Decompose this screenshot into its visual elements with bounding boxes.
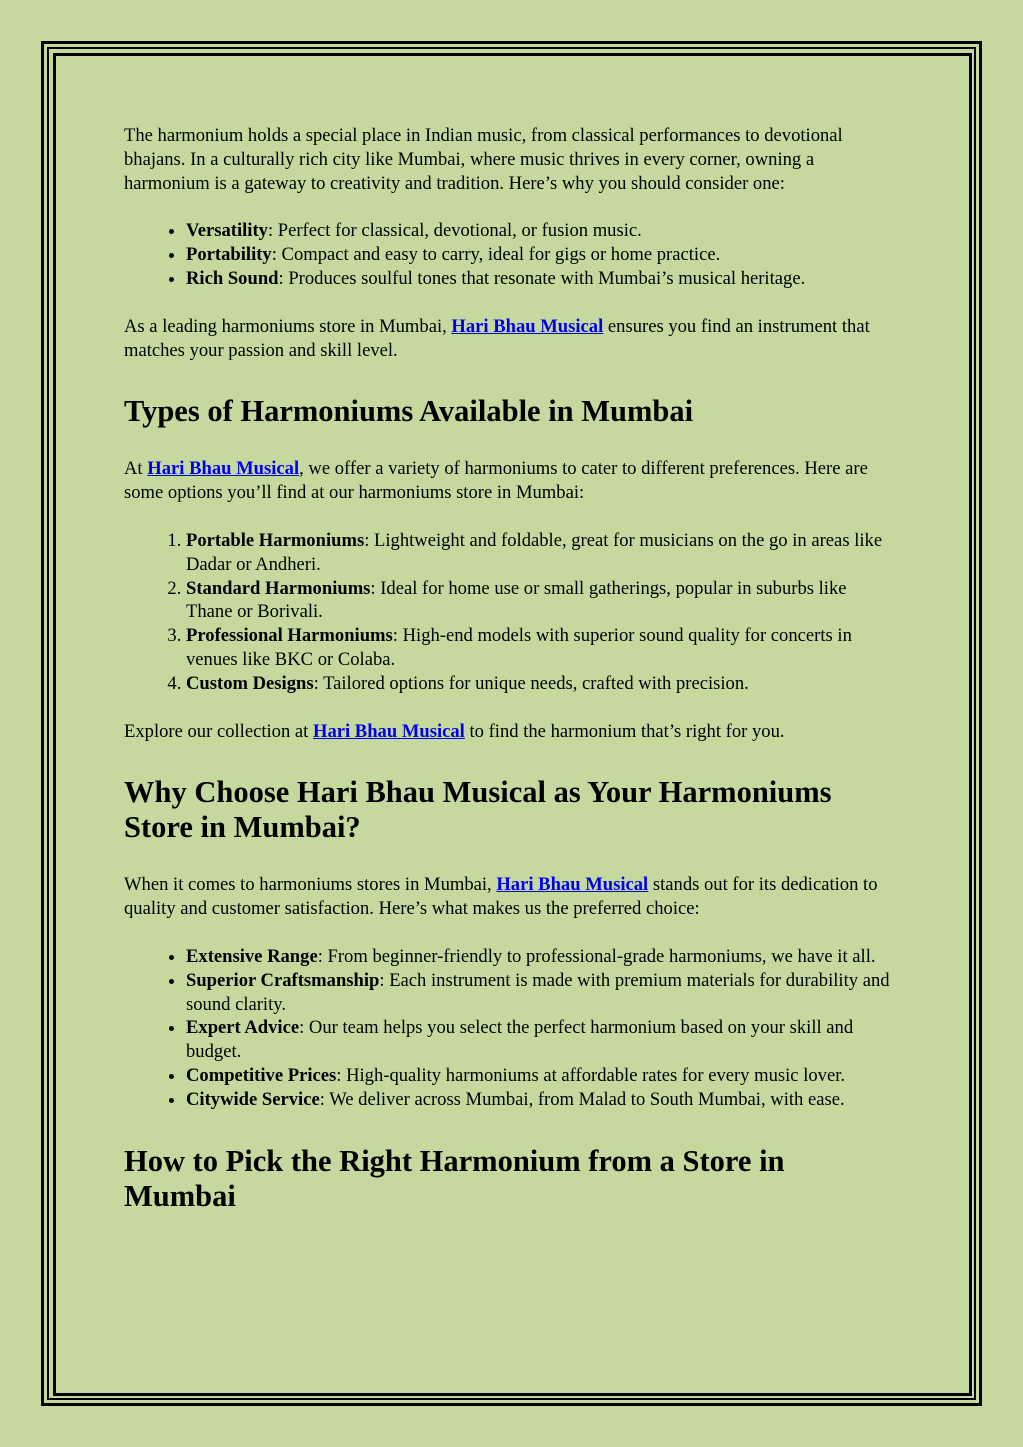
explore-paragraph: [124, 720, 896, 744]
types-paragraph: [124, 457, 896, 505]
list-item: [186, 243, 896, 267]
item-term: Custom Designs: [186, 672, 314, 694]
bullet-text: : Produces soulful tones that resonate with Mumbai’s musical heritage.: [278, 267, 806, 289]
intro-bullet-list: [124, 219, 896, 290]
list-item: [186, 577, 896, 625]
item-term: Professional Harmoniums: [186, 625, 393, 647]
types-text: At: [124, 458, 148, 480]
bullet-term: Competitive Prices: [186, 1064, 337, 1086]
item-term: Portable Harmoniums: [186, 529, 365, 551]
hari-bhau-musical-link[interactable]: Hari Bhau Musical: [496, 874, 649, 896]
list-item: [186, 624, 896, 672]
intro-closing-paragraph: [124, 315, 896, 363]
why-bullet-list: [124, 945, 896, 1112]
item-text: : Tailored options for unique needs, crafted with precision.: [313, 672, 749, 694]
item-text: : Ideal for home use or small gatherings, popular in suburbs like Thane or Borivali.: [186, 577, 847, 623]
list-item: [186, 529, 896, 577]
hari-bhau-musical-link[interactable]: Hari Bhau Musical: [312, 720, 465, 742]
types-text-end: , we offer a variety of harmoniums to cater to different preferences. Here are some options you’ll find at our harmoniums store in Mumbai:: [124, 458, 868, 504]
list-item: [186, 1088, 896, 1112]
hari-bhau-musical-link[interactable]: Hari Bhau Musical: [451, 315, 604, 337]
bullet-term: Versatility: [186, 220, 268, 242]
section-heading-pick: How to Pick the Right Harmonium from a Store in Mumbai: [124, 1143, 785, 1213]
intro-closing-text-end: ensures you find an instrument that matches your passion and skill level.: [124, 315, 870, 361]
why-text-end: stands out for its dedication to quality and customer satisfaction. Here’s what makes us the preferred choice:: [124, 874, 878, 920]
intro-closing-text: As a leading harmoniums store in Mumbai,: [124, 315, 452, 337]
section-heading-why: Why Choose Hari Bhau Musical as Your Harmoniums Store in Mumbai?: [124, 775, 832, 845]
list-item: [186, 219, 896, 243]
list-item: [186, 1016, 896, 1064]
why-paragraph: [124, 873, 896, 921]
bullet-text: : Each instrument is made with premium materials for durability and sound clarity.: [186, 969, 890, 1015]
item-text: : Lightweight and foldable, great for musicians on the go in areas like Dadar or Andheri.: [186, 529, 883, 575]
bullet-text: : Our team helps you select the perfect harmonium based on your skill and budget.: [186, 1017, 854, 1063]
bullet-term: Rich Sound: [186, 267, 279, 289]
list-item: [186, 969, 896, 1017]
bullet-text: : We deliver across Mumbai, from Malad to South Mumbai, with ease.: [319, 1088, 845, 1110]
list-item: [186, 672, 896, 696]
intro-paragraph: The harmonium holds a special place in Indian music, from classical performances to devotional bhajans. In a culturally rich city like Mumbai, where music thrives in every corner, owning a harmonium is a gateway to creativity and tradition. Here’s why you should consider one:: [124, 125, 843, 194]
bullet-term: Extensive Range: [186, 945, 318, 967]
bullet-term: Portability: [186, 244, 272, 266]
bullet-text: : From beginner-friendly to professional-grade harmoniums, we have it all.: [317, 945, 876, 967]
bullet-term: Citywide Service: [186, 1088, 320, 1110]
types-numbered-list: [124, 529, 896, 696]
list-item: [186, 945, 896, 969]
bullet-term: Superior Craftsmanship: [186, 969, 380, 991]
item-text: : High-end models with superior sound quality for concerts in venues like BKC or Colaba.: [186, 625, 852, 670]
list-item: [186, 1064, 896, 1088]
list-item: [186, 267, 896, 291]
bullet-term: Expert Advice: [186, 1017, 300, 1039]
bullet-text: : Perfect for classical, devotional, or fusion music.: [267, 220, 642, 242]
explore-text: Explore our collection at: [124, 720, 313, 742]
why-text: When it comes to harmoniums stores in Mumbai,: [124, 874, 497, 896]
section-heading-types: Types of Harmoniums Available in Mumbai: [124, 394, 694, 429]
item-term: Standard Harmoniums: [186, 577, 371, 599]
explore-text-end: to find the harmonium that’s right for you.: [464, 720, 785, 742]
bullet-text: : Compact and easy to carry, ideal for gigs or home practice.: [271, 244, 721, 266]
hari-bhau-musical-link[interactable]: Hari Bhau Musical: [147, 458, 300, 480]
document-body: [124, 124, 896, 1242]
bullet-text: : High-quality harmoniums at affordable rates for every music lover.: [336, 1064, 846, 1086]
